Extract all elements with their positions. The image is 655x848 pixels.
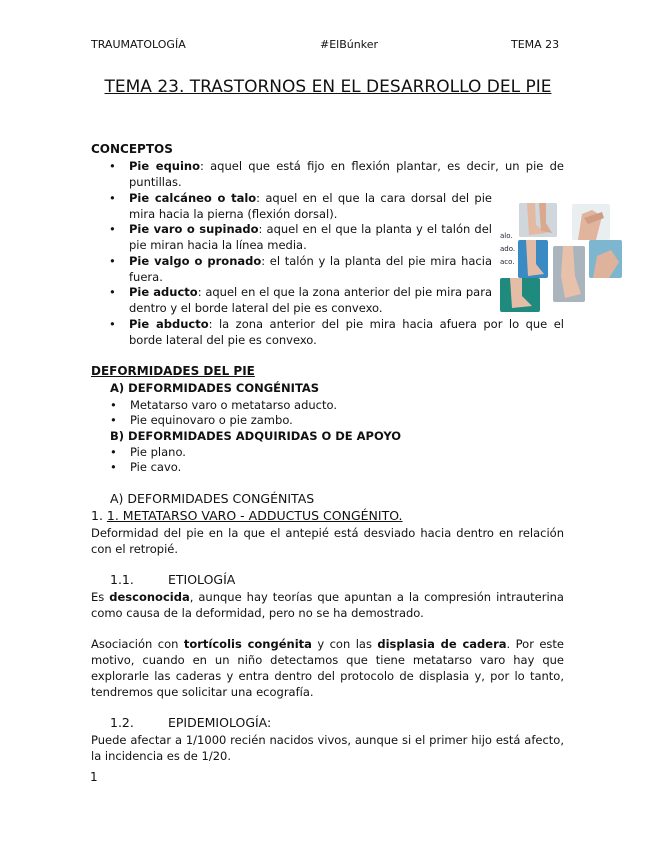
concept-term: Pie calcáneo o talo [129, 191, 257, 205]
list-item [109, 284, 494, 316]
deformity-item: Pie plano. [130, 445, 186, 459]
epidemiologia-number: 1.2. [110, 715, 134, 730]
bullet-icon: • [109, 222, 116, 236]
text-run: Asociación con [91, 637, 184, 651]
photo-pie-abducto [500, 278, 540, 312]
section-1-text: Deformidad del pie en la que el antepié está desviado hacia dentro en relación con el retropié. [91, 526, 564, 556]
etiologia-paragraph-2 [91, 636, 564, 700]
bullet-icon: • [109, 285, 116, 299]
concept-term: Pie equino [129, 159, 201, 173]
concept-text: : aquel en el que la cara dorsal del pie mira hacia la pierna (flexión dorsal). [129, 191, 492, 221]
concept-text: : la zona anterior del pie mira hacia afuera por lo que el borde lateral del pie es convexo. [129, 317, 564, 347]
text-run: Es [91, 590, 110, 604]
concept-term: Pie abducto [129, 317, 209, 331]
photo-caption-fragments [500, 230, 515, 269]
photo-pie-valgo [553, 246, 585, 302]
deformity-item: Pie cavo. [130, 460, 182, 474]
bullet-icon: • [109, 191, 116, 205]
bullet-icon: • [109, 159, 116, 173]
concept-term: Pie varo o supinado [129, 222, 259, 236]
photo-label: ado. [500, 245, 516, 253]
photo-pie-talo [572, 204, 610, 240]
congenitas-heading: A) DEFORMIDADES CONGÉNITAS [110, 381, 320, 395]
deformidades-heading: DEFORMIDADES DEL PIE [91, 364, 255, 378]
conceptos-heading: CONCEPTOS [91, 142, 173, 156]
bullet-icon: • [109, 254, 116, 268]
list-item [109, 316, 564, 348]
list-item [110, 444, 530, 460]
concept-text: : aquel en el que la zona anterior del pie mira para dentro y el borde lateral del pie es convexo. [129, 285, 492, 315]
list-item [109, 253, 494, 285]
header-tag: #ElBúnker [320, 38, 378, 51]
text-run: y con las [311, 637, 378, 651]
photo-label: alo. [500, 232, 513, 240]
photo-pie-aducto [589, 240, 622, 278]
list-item [110, 459, 530, 475]
concept-text: : el talón y la planta del pie mira hacia fuera. [129, 254, 492, 284]
foot-photos-collage [500, 200, 622, 312]
etiologia-number: 1.1. [110, 572, 134, 587]
deformity-item: Metatarso varo o metatarso aducto. [130, 398, 337, 412]
list-item [109, 221, 494, 253]
section-1-heading: 1. 1. METATARSO VARO - ADDUCTUS CONGÉNITO. [91, 508, 403, 523]
etiologia-paragraph-1 [91, 589, 564, 621]
bullet-icon: • [110, 413, 117, 427]
list-item [109, 190, 494, 222]
list-item [109, 158, 564, 190]
header-topic: TEMA 23 [511, 38, 560, 51]
text-bold: tortícolis congénita [183, 637, 312, 651]
section-a-heading: A) DEFORMIDADES CONGÉNITAS [110, 491, 315, 506]
epidemiologia-text: Puede afectar a 1/1000 recién nacidos vivos, aunque si el primer hijo está afecto, la incidencia es de 1/20. [91, 733, 564, 763]
deformity-item: Pie equinovaro o pie zambo. [130, 413, 293, 427]
photo-pie-equino [519, 203, 557, 237]
list-item [110, 412, 530, 428]
section-1-title: 1. METATARSO VARO - ADDUCTUS CONGÉNITO. [106, 508, 403, 523]
text-run: , aunque hay teorías que apuntan a la compresión intrauterina como causa de la deformidad, pero no se ha demostrado. [91, 590, 564, 620]
etiologia-heading: ETIOLOGÍA [168, 572, 236, 587]
list-item [110, 397, 530, 413]
text-run: . Por este motivo, cuando en un niño detectamos que tiene metatarso varo hay que explorarle las caderas y entra dentro del protocolo de displasia y, por lo tanto, tendremos que solicitar una ecografía. [91, 637, 565, 699]
bullet-icon: • [109, 317, 116, 331]
bullet-icon: • [110, 445, 117, 459]
bullet-icon: • [110, 460, 117, 474]
photo-label: aco. [500, 258, 515, 266]
page-title: TEMA 23. TRASTORNOS EN EL DESARROLLO DEL PIE [104, 77, 552, 97]
concept-text: : aquel en el que la planta y el talón del pie miran hacia la línea media. [129, 222, 493, 252]
header-subject: TRAUMATOLOGÍA [91, 38, 186, 51]
concept-term: Pie valgo o pronado [129, 254, 262, 268]
concept-text: : aquel que está fijo en flexión plantar, es decir, un pie de puntillas. [129, 159, 564, 189]
photo-pie-varo [518, 240, 548, 278]
epidemiologia-heading: EPIDEMIOLOGÍA: [168, 715, 272, 730]
bullet-icon: • [110, 398, 117, 412]
text-bold: displasia de cadera [377, 637, 507, 651]
adquiridas-heading: B) DEFORMIDADES ADQUIRIDAS O DE APOYO [110, 429, 402, 443]
text-bold: desconocida [109, 590, 190, 604]
concept-term: Pie aducto [129, 285, 198, 299]
page-number: 1 [90, 770, 98, 784]
